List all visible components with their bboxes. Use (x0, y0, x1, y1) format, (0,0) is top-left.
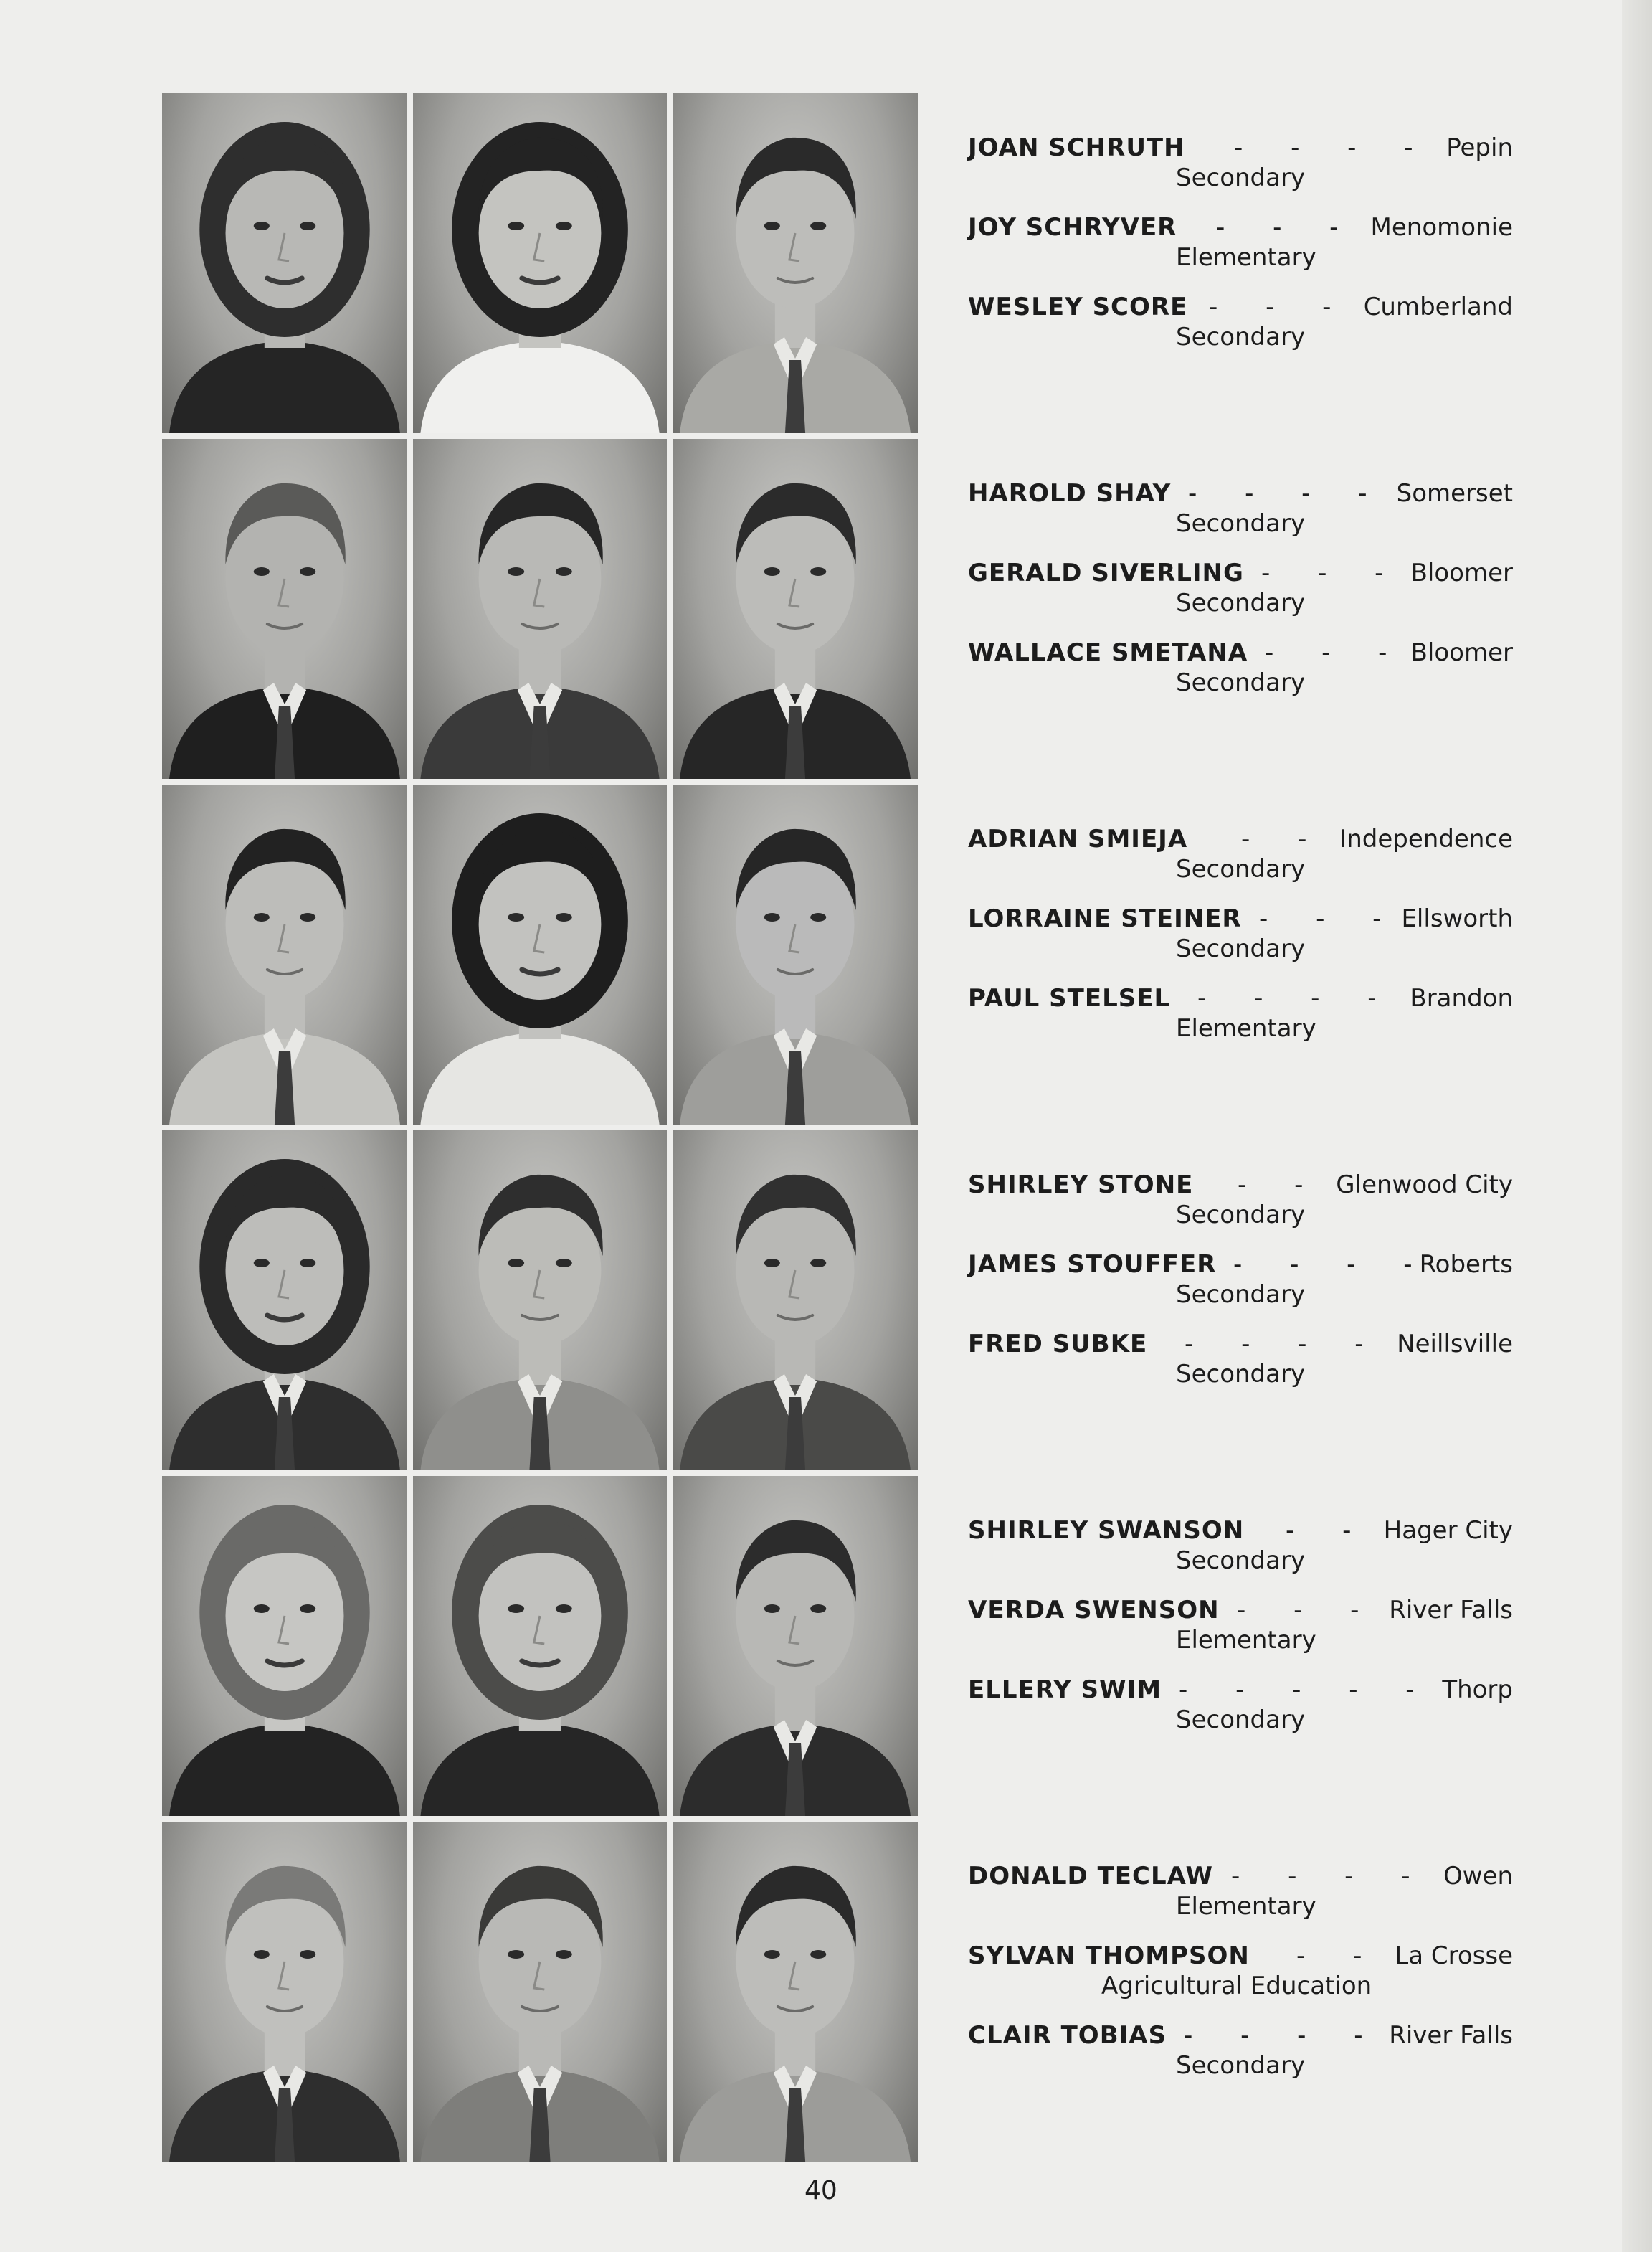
student-program: Agricultural Education (1101, 1972, 1372, 2000)
student-entry (968, 2021, 1513, 2101)
portrait-photo (413, 785, 667, 1125)
portrait-photo (673, 1130, 918, 1470)
leader-dashes: - - (1296, 1941, 1382, 1970)
student-hometown: Glenwood City (1336, 1170, 1513, 1199)
student-name: VERDA SWENSON (968, 1596, 1220, 1624)
roster-group (968, 825, 1513, 1064)
student-hometown: River Falls (1389, 1596, 1513, 1624)
leader-dashes: - - - - (1184, 2021, 1383, 2050)
student-program: Secondary (1176, 1201, 1306, 1229)
student-program: Secondary (1176, 935, 1306, 963)
leader-dashes: - - - - (1185, 1330, 1384, 1358)
page-number: 40 (804, 2176, 837, 2205)
portrait-photo (673, 439, 918, 779)
student-program: Elementary (1176, 1014, 1316, 1043)
leader-dashes: - - - (1259, 904, 1402, 933)
student-program: Secondary (1176, 855, 1306, 884)
portrait-photo (162, 1822, 407, 2162)
portrait-photo (413, 1130, 667, 1470)
student-program: Secondary (1176, 1360, 1306, 1388)
leader-dashes: - - - - - (1179, 1675, 1435, 1704)
roster-group (968, 479, 1513, 718)
portrait-photo (162, 785, 407, 1125)
roster-group (968, 1170, 1513, 1409)
student-name: JOAN SCHRUTH (968, 133, 1185, 162)
student-hometown: Menomonie (1370, 213, 1513, 242)
student-entry (968, 1516, 1513, 1596)
roster-group (968, 133, 1513, 372)
student-hometown: Brandon (1410, 984, 1513, 1013)
student-name: ELLERY SWIM (968, 1675, 1162, 1704)
student-name: HAROLD SHAY (968, 479, 1172, 508)
portrait-photo (413, 1822, 667, 2162)
student-entry (968, 984, 1513, 1064)
student-entry (968, 638, 1513, 718)
portrait-photo (413, 1476, 667, 1816)
leader-dashes: - - - (1209, 293, 1352, 321)
student-name: DONALD TECLAW (968, 1862, 1213, 1891)
student-entry (968, 825, 1513, 904)
student-name: GERALD SIVERLING (968, 559, 1244, 587)
student-program: Secondary (1176, 164, 1306, 192)
roster-group (968, 1862, 1513, 2101)
student-name: SHIRLEY STONE (968, 1170, 1194, 1199)
student-name: FRED SUBKE (968, 1330, 1148, 1358)
student-hometown: Hager City (1383, 1516, 1513, 1545)
student-name: ADRIAN SMIEJA (968, 825, 1188, 853)
student-name: SHIRLEY SWANSON (968, 1516, 1245, 1545)
student-name: PAUL STELSEL (968, 984, 1171, 1013)
student-entry (968, 1596, 1513, 1675)
portrait-photo (413, 439, 667, 779)
portrait-photo (162, 1476, 407, 1816)
student-hometown: Independence (1339, 825, 1513, 853)
portrait-photo (673, 1476, 918, 1816)
leader-dashes: - - (1241, 825, 1327, 853)
student-entry (968, 1941, 1513, 2021)
student-name: WALLACE SMETANA (968, 638, 1248, 667)
student-hometown: Neillsville (1397, 1330, 1513, 1358)
leader-dashes: - - - (1216, 213, 1359, 242)
student-entry (968, 293, 1513, 372)
student-entry (968, 479, 1513, 559)
leader-dashes: - - - (1237, 1596, 1380, 1624)
student-entry (968, 1170, 1513, 1250)
student-program: Elementary (1176, 1892, 1316, 1921)
portrait-photo (673, 1822, 918, 2162)
student-program: Secondary (1176, 1280, 1306, 1309)
page-edge-shadow (1622, 0, 1652, 2252)
student-hometown: Somerset (1396, 479, 1513, 508)
portrait-photo (673, 93, 918, 433)
student-hometown: Bloomer (1410, 638, 1513, 667)
student-name: WESLEY SCORE (968, 293, 1188, 321)
leader-dashes: - - (1286, 1516, 1372, 1545)
student-entry (968, 904, 1513, 984)
student-name: CLAIR TOBIAS (968, 2021, 1167, 2050)
leader-dashes: - - - (1265, 638, 1407, 667)
student-hometown: Thorp (1442, 1675, 1513, 1704)
leader-dashes: - - - - (1234, 133, 1433, 162)
roster-group (968, 1516, 1513, 1755)
student-program: Secondary (1176, 509, 1306, 538)
student-entry (968, 1330, 1513, 1409)
student-program: Secondary (1176, 589, 1306, 618)
student-program: Secondary (1176, 668, 1306, 697)
student-program: Elementary (1176, 1626, 1316, 1655)
leader-dashes: - - (1238, 1170, 1324, 1199)
student-name: JAMES STOUFFER (968, 1250, 1217, 1279)
student-name: JOY SCHRYVER (968, 213, 1177, 242)
student-hometown: Roberts (1419, 1250, 1513, 1279)
portrait-photo (162, 439, 407, 779)
student-name: SYLVAN THOMPSON (968, 1941, 1250, 1970)
student-hometown: Cumberland (1363, 293, 1513, 321)
student-hometown: Pepin (1446, 133, 1513, 162)
portrait-photo (673, 785, 918, 1125)
leader-dashes: - - - - (1231, 1862, 1430, 1891)
student-hometown: Ellsworth (1401, 904, 1513, 933)
student-entry (968, 1862, 1513, 1941)
student-entry (968, 1675, 1513, 1755)
student-hometown: Bloomer (1410, 559, 1513, 587)
portrait-photo (162, 1130, 407, 1470)
leader-dashes: - - - - (1197, 984, 1397, 1013)
student-program: Elementary (1176, 243, 1316, 272)
student-entry (968, 1250, 1513, 1330)
student-hometown: River Falls (1389, 2021, 1513, 2050)
student-entry (968, 559, 1513, 638)
portrait-grid (162, 93, 918, 2159)
student-entry (968, 213, 1513, 293)
student-hometown: Owen (1443, 1862, 1513, 1891)
student-entry (968, 133, 1513, 213)
leader-dashes: - - - - (1188, 479, 1387, 508)
leader-dashes: - - - - (1233, 1250, 1433, 1279)
student-name: LORRAINE STEINER (968, 904, 1242, 933)
student-hometown: La Crosse (1395, 1941, 1513, 1970)
student-program: Secondary (1176, 323, 1306, 351)
portrait-photo (413, 93, 667, 433)
leader-dashes: - - - (1261, 559, 1404, 587)
portrait-photo (162, 93, 407, 433)
student-program: Secondary (1176, 1546, 1306, 1575)
student-program: Secondary (1176, 2051, 1306, 2080)
student-program: Secondary (1176, 1705, 1306, 1734)
